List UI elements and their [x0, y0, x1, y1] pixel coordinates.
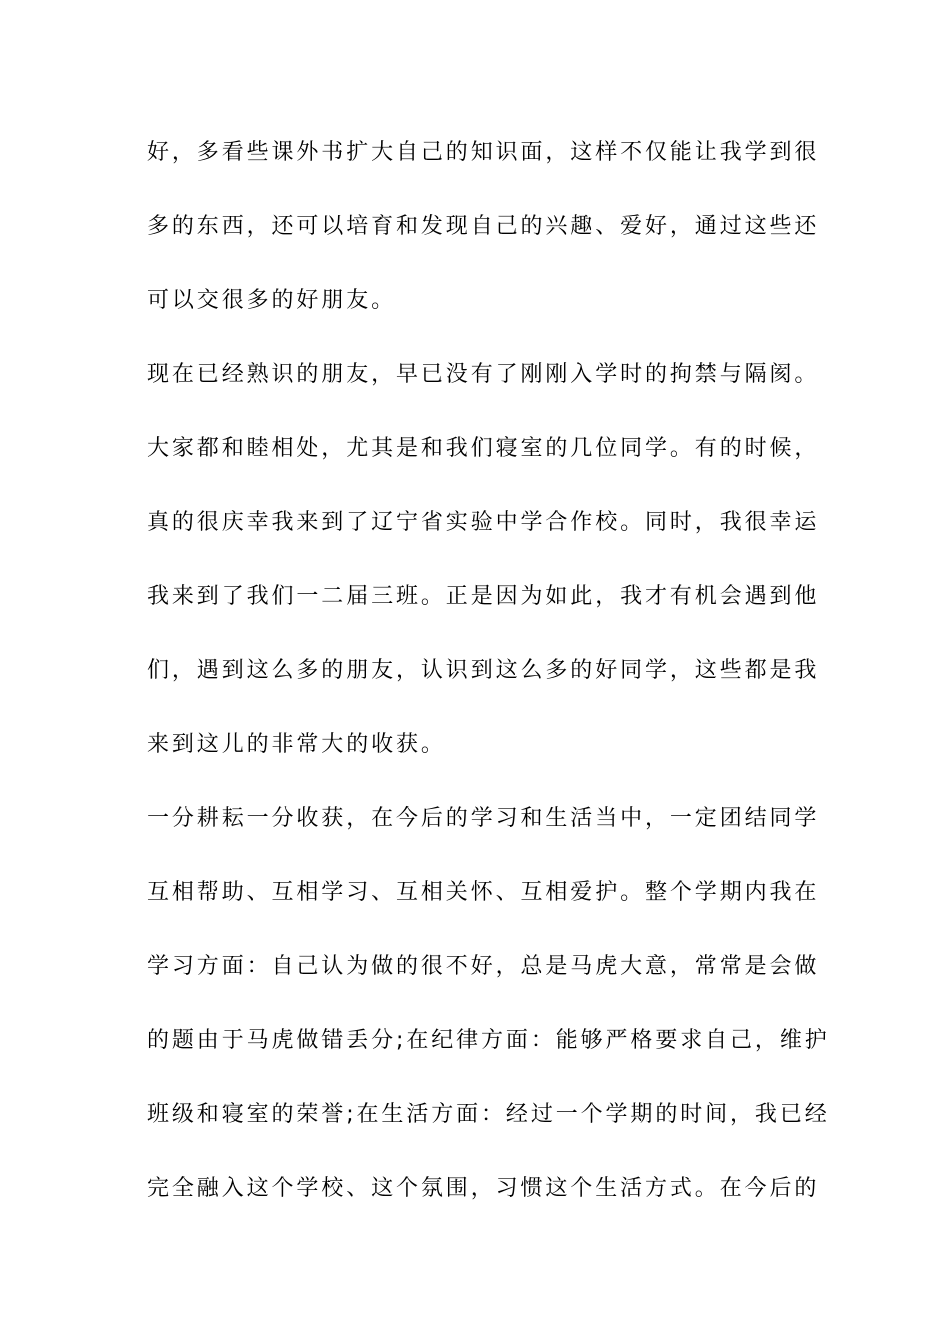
text-line-8: 们，遇到这么多的朋友，认识到这么多的好同学，这些都是我 [147, 658, 820, 683]
text-line-2: 多的东西，还可以培育和发现自己的兴趣、爱好，通过这些还 [147, 214, 820, 239]
text-line-6: 真的很庆幸我来到了辽宁省实验中学合作校。同时，我很幸运 [147, 510, 820, 535]
text-line-12: 学习方面：自己认为做的很不好，总是马虎大意，常常是会做 [147, 954, 820, 979]
document-body [147, 131, 830, 1241]
text-line-5: 大家都和睦相处，尤其是和我们寝室的几位同学。有的时候， [147, 436, 820, 461]
text-line-9: 来到这儿的非常大的收获。 [147, 732, 446, 757]
text-line-3: 可以交很多的好朋友。 [147, 288, 397, 313]
text-line-11: 互相帮助、互相学习、互相关怀、互相爱护。整个学期内我在 [147, 880, 820, 905]
text-line-7: 我来到了我们一二届三班。正是因为如此，我才有机会遇到他 [147, 584, 820, 609]
text-line-13: 的题由于马虎做错丢分;在纪律方面：能够严格要求自己，维护 [147, 1028, 830, 1053]
text-line-1: 好，多看些课外书扩大自己的知识面，这样不仅能让我学到很 [147, 140, 820, 165]
text-line-10: 一分耕耘一分收获，在今后的学习和生活当中，一定团结同学 [147, 806, 820, 831]
text-line-4: 现在已经熟识的朋友，早已没有了刚刚入学时的拘禁与隔阂。 [147, 362, 820, 387]
text-line-14: 班级和寝室的荣誉;在生活方面：经过一个学期的时间，我已经 [147, 1102, 830, 1127]
text-line-15: 完全融入这个学校、这个氛围，习惯这个生活方式。在今后的 [147, 1176, 820, 1201]
